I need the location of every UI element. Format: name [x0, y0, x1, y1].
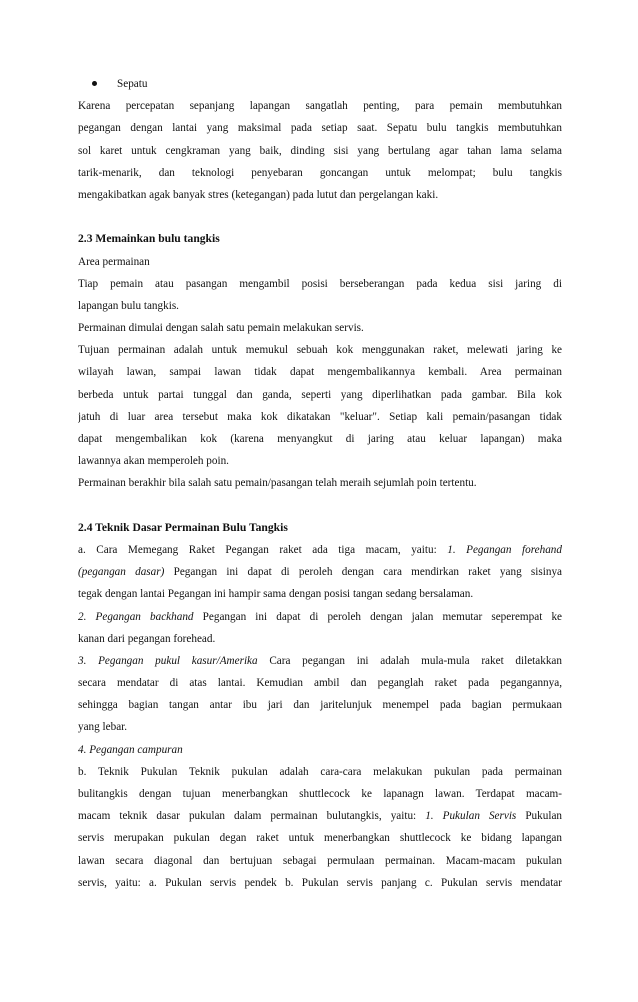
text-line: lawannya akan memperoleh poin. — [78, 455, 229, 468]
text-line — [78, 650, 562, 672]
text-line: jatuh di luar area tersebut maka kok dikatakan "keluar". Setiap kali pemain/pasangan tidak — [78, 410, 562, 423]
paragraph-tujuan — [78, 339, 562, 472]
spacer — [78, 206, 562, 228]
text-line: dapat mengembalikan kok (karena menyangkut di jaring atau keluar lapangan) maka — [78, 433, 562, 445]
text-line: Permainan berakhir bila salah satu pemain/pasangan telah meraih sejumlah poin tertentu. — [78, 477, 477, 490]
text-line — [78, 606, 562, 628]
text-line — [78, 561, 562, 583]
text-line: Tujuan permainan adalah untuk memukul sebuah kok menggunakan raket, melewati jaring ke — [78, 344, 562, 357]
text-line: sehingga bagian tangan antar ibu jari dan jaritelunjuk menempel pada bagian permukaan — [78, 699, 562, 712]
text-line: tarik-menarik, dan teknologi penyebaran goncangan untuk melompat; bulu tangkis — [78, 166, 562, 179]
bullet-label: Sepatu — [117, 78, 148, 90]
text-line: mengakibatkan agak banyak stres (ketegangan) pada lutut dan pergelangan kaki. — [78, 188, 439, 201]
text-line: servis merupakan pukulan degan raket untuk menerbangkan shuttlecock ke bidang lapangan — [78, 832, 562, 845]
text-run: a. Cara Memegang Raket Pegangan raket ada tiga macam, yaitu: — [78, 543, 448, 556]
text-line: yang lebar. — [78, 721, 128, 734]
paragraph-sepatu — [78, 95, 562, 206]
text-run: macam teknik dasar pukulan dalam permainan bulutangkis, yaitu: — [78, 810, 426, 823]
italic-run: 4. Pegangan campuran — [78, 743, 183, 756]
subheading-area-permainan: Area permainan — [78, 255, 150, 268]
text-line: bulitangkis dengan tujuan menerbangkan shuttlecock ke lapanagn lawan. Terdapat macam- — [78, 788, 562, 800]
text-line: secara mendatar di atas lantai. Kemudian ambil dan peganglah raket pada pegangannya, — [78, 677, 562, 690]
text-run: Pukulan — [516, 810, 562, 823]
italic-run: 1. Pegangan forehand — [447, 543, 562, 556]
section-heading-2-3: 2.3 Memainkan bulu tangkis — [78, 232, 220, 246]
text-run: Pegangan ini dapat di peroleh dengan jalan memutar seperempat ke — [193, 610, 562, 623]
text-line: Tiap pemain atau pasangan mengambil posisi berseberangan pada kedua sisi jaring di — [78, 277, 562, 290]
text-line: tegak dengan lantai Pegangan ini hampir sama dengan posisi tangan sedang bersalaman. — [78, 588, 474, 601]
text-line: pegangan dengan lantai yang maksimal pada setiap saat. Sepatu bulu tangkis membutuhkan — [78, 122, 562, 135]
text-line: lawan secara diagonal dan bertujuan sebagai permulaan permainan. Macam-macam pukulan — [78, 854, 562, 867]
italic-run: (pegangan dasar) — [78, 566, 165, 579]
text-run: Cara pegangan ini adalah mula-mula raket diletakkan — [257, 654, 562, 667]
text-line: lapangan bulu tangkis. — [78, 299, 179, 312]
document-page — [78, 73, 562, 894]
text-line — [78, 739, 562, 761]
text-line: Karena percepatan sepanjang lapangan sangatlah penting, para pemain membutuhkan — [78, 100, 562, 113]
text-line — [78, 539, 562, 561]
italic-run: 1. Pukulan Servis — [425, 810, 517, 823]
text-line: wilayah lawan, sampai lawan tidak dapat mengembalikannya kembali. Area permainan — [78, 366, 562, 379]
spacer — [78, 495, 562, 517]
text-run: Pegangan ini dapat di peroleh dengan cara mendirkan raket yang sisinya — [164, 566, 562, 579]
text-line: servis, yaitu: a. Pukulan servis pendek b. Pukulan servis panjang c. Pukulan servis mendatar — [78, 876, 562, 889]
text-line: sol karet untuk cengkraman yang baik, dinding sisi yang bertulang agar tahan lama selama — [78, 144, 562, 157]
text-line — [78, 805, 562, 827]
italic-run: 2. Pegangan backhand — [78, 610, 194, 623]
section-heading-2-4: 2.4 Teknik Dasar Permainan Bulu Tangkis — [78, 520, 288, 534]
bullet-item-sepatu — [78, 73, 562, 95]
bullet-dot-icon — [92, 81, 97, 86]
text-line: berbeda untuk partai tunggal dan ganda, seperti yang diperlihatkan pada gambar. Bila kok — [78, 388, 562, 401]
text-line: b. Teknik Pukulan Teknik pukulan adalah cara-cara melakukan pukulan pada permainan — [78, 765, 562, 778]
text-line: Permainan dimulai dengan salah satu pemain melakukan servis. — [78, 322, 364, 335]
italic-run: 3. Pegangan pukul kasur/Amerika — [78, 654, 258, 667]
text-line: kanan dari pegangan forehead. — [78, 632, 216, 645]
